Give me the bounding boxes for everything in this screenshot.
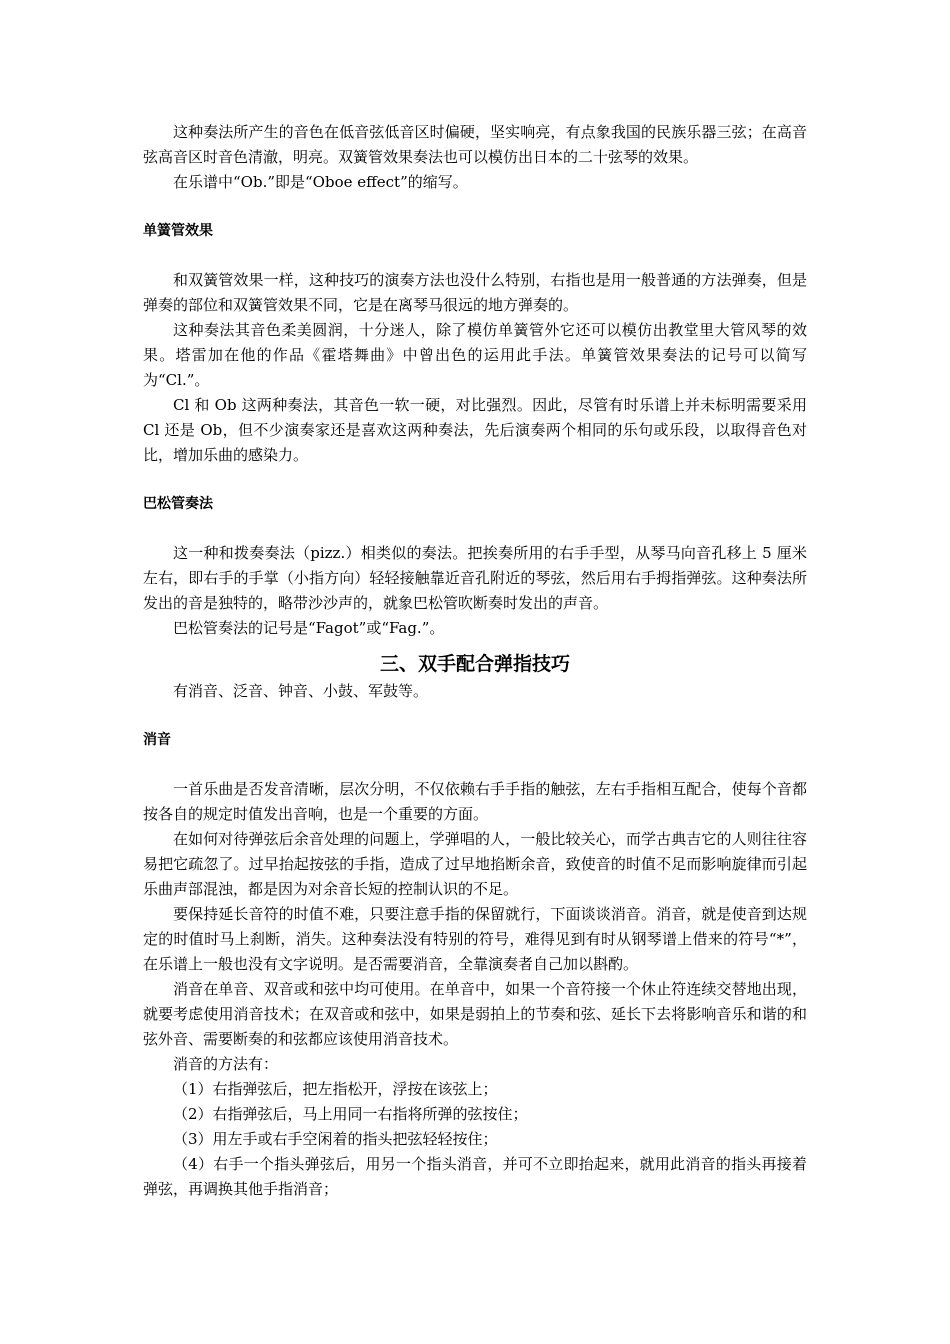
section-heading-bassoon: 巴松管奏法 [143,496,213,512]
paragraph: 在乐谱中“Ob.”即是“Oboe effect”的缩写。 [173,173,468,191]
paragraph: 巴松管奏法的记号是“Fagot”或“Fag.”。 [173,619,445,637]
paragraph: 有消音、泛音、钟音、小鼓、军鼓等。 [173,682,429,700]
paragraph: 和双簧管效果一样，这种技巧的演奏方法也没什么特别，右指也是用一般普通的方法弹奏，但是弹奏的部位和双簧管效果不同，它是在离琴马很远的地方弹奏的。 [143,271,807,314]
paragraph: 一首乐曲是否发音清晰，层次分明，不仅依赖右手手指的触弦，左右手指相互配合，使每个音都按各自的规定时值发出音响，也是一个重要的方面。 [143,780,807,823]
section-heading-single-reed: 单簧管效果 [143,223,213,239]
list-item: （3）用左手或右手空闲着的指头把弦轻轻按住； [173,1130,498,1148]
paragraph: 消音的方法有： [173,1055,279,1073]
list-item: （2）右指弹弦后，马上用同一右指将所弹的弦按住； [173,1105,528,1123]
paragraph: 这种奏法所产生的音色在低音弦低音区时偏硬，坚实响亮，有点象我国的民族乐器三弦；在高音弦高音区时音色清澈，明亮。双簧管效果奏法也可以模仿出日本的二十弦琴的效果。 [143,123,807,166]
paragraph: 这一种和拨奏奏法（pizz.）相类似的奏法。把挨奏所用的右手手型，从琴马向音孔移上 5 厘米左右，即右手的手掌（小指方向）轻轻接触靠近音孔附近的琴弦，然后用右手拇指弹弦。这种奏法所发出的音是独特的，略带沙沙声的，就象巴松管吹断奏时发出的声音。 [143,544,807,612]
paragraph: 这种奏法其音色柔美圆润，十分迷人，除了模仿单簧管外它还可以模仿出教堂里大管风琴的效果。塔雷加在他的作品《霍塔舞曲》中曾出色的运用此手法。单簧管效果奏法的记号可以简写为“Cl.”。 [143,321,807,389]
paragraph: Cl 和 Ob 这两种奏法，其音色一软一硬，对比强烈。因此，尽管有时乐谱上并未标明需要采用 Cl 还是 Ob，但不少演奏家还是喜欢这两种奏法，先后演奏两个相同的乐句或乐段，以取得音色对比，增加乐曲的感染力。 [143,396,807,464]
chapter-title: 三、双手配合弹指技巧 [379,653,570,675]
paragraph: 消音在单音、双音或和弦中均可使用。在单音中，如果一个音符接一个休止符连续交替地出现，就要考虑使用消音技术；在双音或和弦中，如果是弱拍上的节奏和弦、延长下去将影响音乐和谐的和弦外音、需要断奏的和弦都应该使用消音技术。 [143,980,807,1048]
list-item: （1）右指弹弦后，把左指松开，浮按在该弦上； [173,1080,498,1098]
paragraph: 要保持延长音符的时值不难，只要注意手指的保留就行，下面谈谈消音。消音，就是使音到达规定的时值时马上刹断，消失。这种奏法没有特别的符号，难得见到有时从钢琴谱上借来的符号“*”，在乐谱上一般也没有文字说明。是否需要消音，全靠演奏者自己加以斟酌。 [143,905,807,973]
section-heading-mute: 消音 [143,732,171,748]
paragraph: 在如何对待弹弦后余音处理的问题上，学弹唱的人，一般比较关心，而学古典吉它的人则往往容易把它疏忽了。过早抬起按弦的手指，造成了过早地掐断余音，致使音的时值不足而影响旋律而引起乐曲声部混浊，都是因为对余音长短的控制认识的不足。 [143,830,807,898]
list-item: （4）右手一个指头弹弦后，用另一个指头消音，并可不立即抬起来，就用此消音的指头再接着弹弦，再调换其他手指消音； [143,1155,807,1198]
